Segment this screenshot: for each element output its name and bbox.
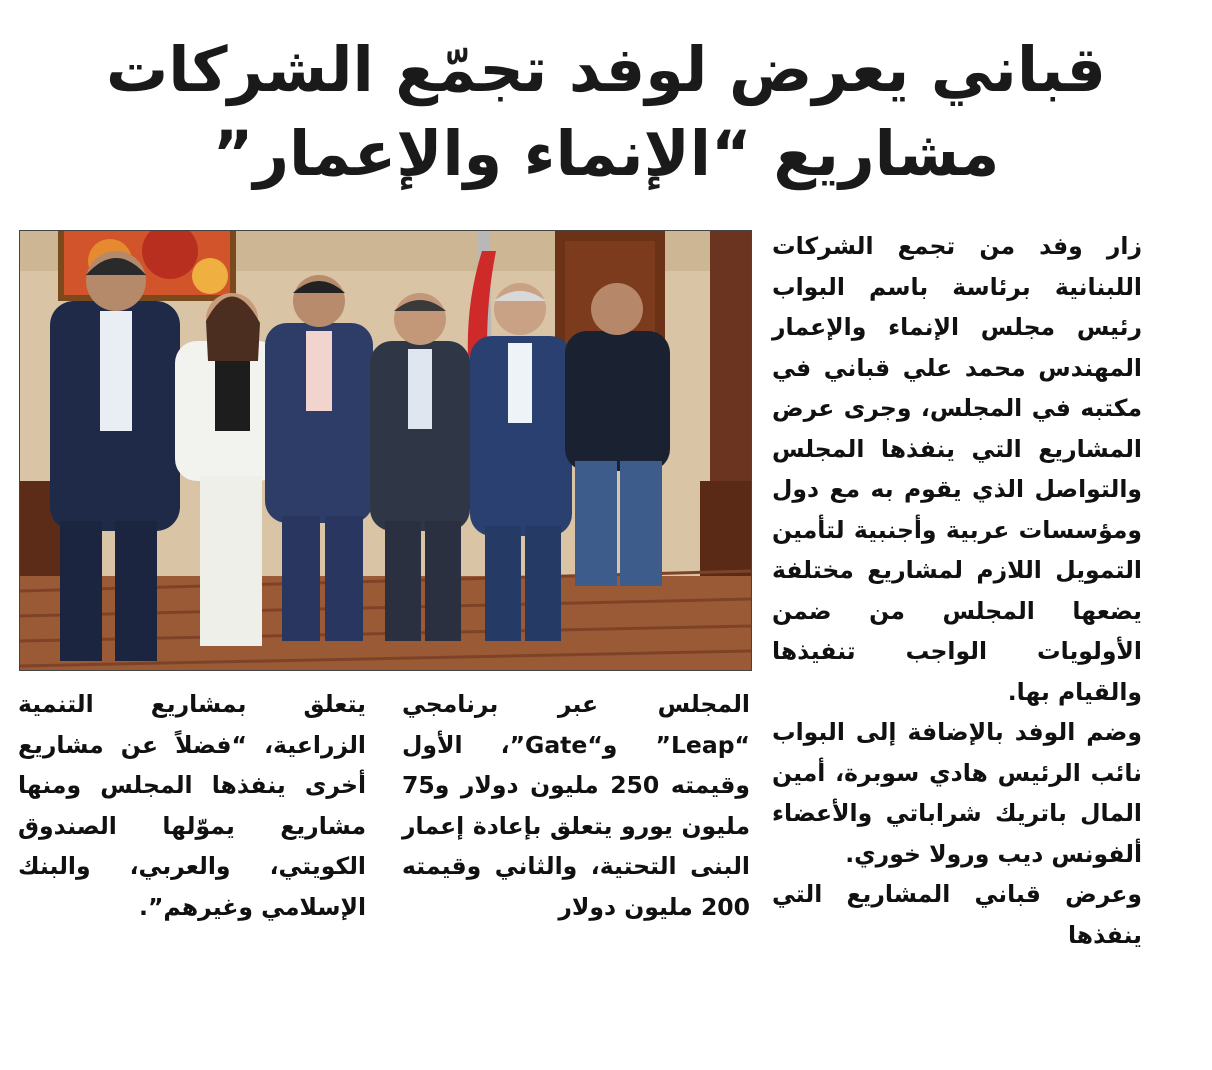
article-paragraph: وعرض قباني المشاريع التي ينفذها: [772, 880, 1142, 949]
article-column-right: [772, 226, 1142, 955]
article-paragraph: يتعلق بمشاريع التنمية الزراعية، “فضلاً عن مشاريع أخرى ينفذها المجلس ومنها مشاريع يموّلها الصندوق الكويتي، والعربي، والبنك الإسلامي وغيرهم”.: [18, 690, 366, 921]
article-photo: [19, 230, 752, 671]
headline-line-2: مشاريع “الإنماء والإعمار”: [212, 117, 1000, 190]
person-4: [370, 293, 470, 641]
article-paragraph: المجلس عبر برنامجي “Leap” و“Gate”، الأول وقيمته 250 مليون دولار و75 مليون يورو يتعلق بإعادة إعمار البنى التحتية، والثاني وقيمته 200 مليون دولار: [402, 690, 751, 921]
article-column-middle: [402, 684, 750, 927]
headline-line-1: قباني يعرض لوفد تجمّع الشركات: [105, 33, 1107, 106]
article-paragraph: زار وفد من تجمع الشركات اللبنانية برئاسة باسم البواب رئيس مجلس الإنماء والإعمار المهندس محمد علي قباني في مكتبه في المجلس، وجرى عرض المشاريع التي ينفذها المجلس والتواصل الذي يقوم به مع دول ومؤسسات عربية وأجنبية لتأمين التمويل اللازم لمشاريع مختلفة يضعها المجلس من ضمن الأولويات الواجب تنفيذها والقيام بها.: [772, 232, 1142, 706]
article-paragraph: وضم الوفد بالإضافة إلى البواب نائب الرئيس هادي سوبرة، أمين المال باتريك شراباتي والأعضاء ألفونس ديب ورولا خوري.: [772, 718, 1142, 868]
article-column-left: [18, 684, 366, 927]
